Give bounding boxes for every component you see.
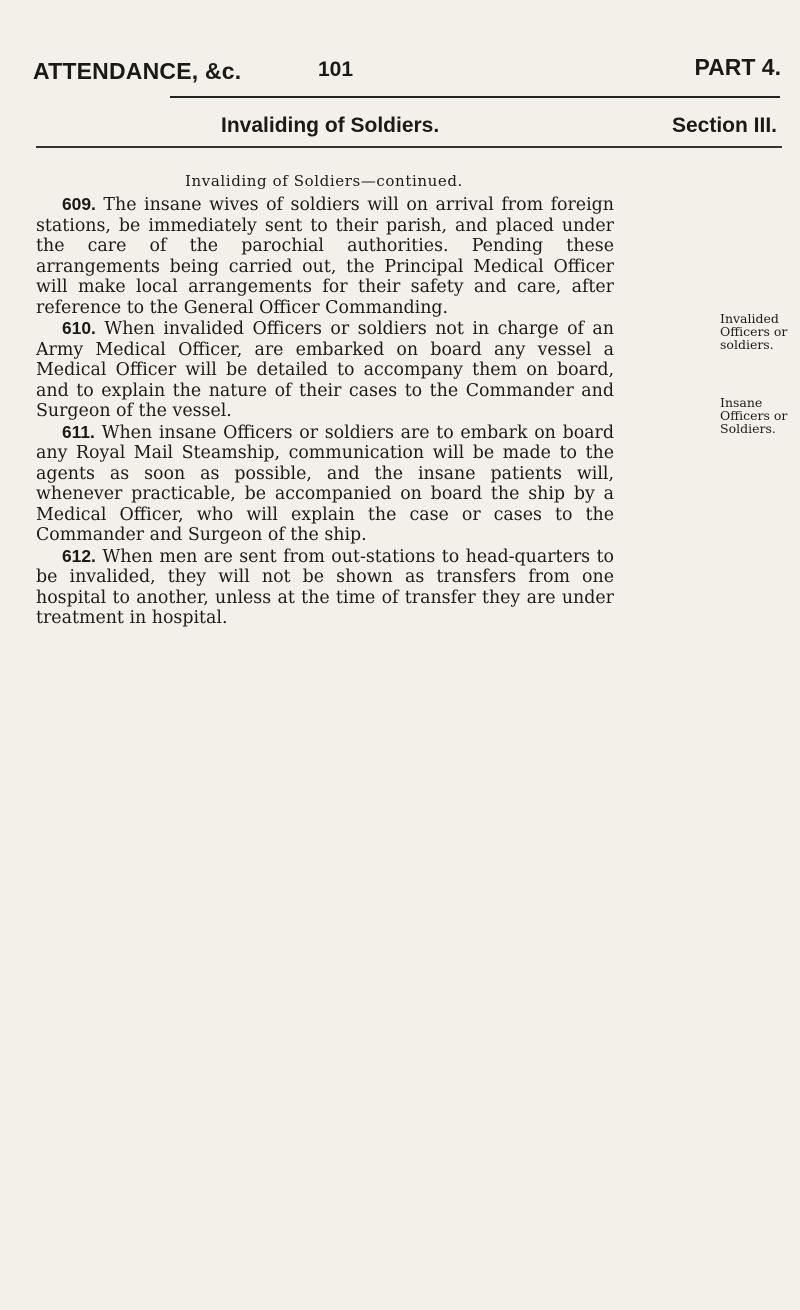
header-chapter-title: ATTENDANCE, &c. xyxy=(33,58,242,84)
running-head: Invaliding of Soldiers—continued. xyxy=(185,172,463,190)
paragraph-611 xyxy=(36,422,614,546)
header-rule xyxy=(170,96,780,98)
paragraph-number: 612. xyxy=(62,545,96,566)
section-label: Section III. xyxy=(671,114,777,137)
body-text xyxy=(36,194,614,629)
sub-header xyxy=(33,106,781,140)
paragraph-number: 609. xyxy=(62,194,96,214)
paragraph-text: When invalided Officers or soldiers not in charge of an Army Medical Officer, are embarked on board any vessel a Medical Officer will be detailed to accompany them on board, and to explain the nature of their cases to the Commander and Surgeon of the vessel. xyxy=(36,319,614,421)
section-title: Invaliding of Soldiers. xyxy=(221,114,440,137)
paragraph-text: When men are sent from out-stations to head-quarters to be invalided, they will not be shown as transfers from one hospital to another, unless at the time of transfer they are under treatment in hospital. xyxy=(36,546,614,628)
margin-note-invalided: Invalided Officers or soldiers. xyxy=(720,311,788,352)
page-number: 101 xyxy=(318,58,354,81)
paragraph-610 xyxy=(36,318,614,422)
paragraph-text: When insane Officers or soldiers are to embark on board any Royal Mail Steamship, communication will be made to the agents as soon as possible, and the insane patients will, whenever practicable, be accompanied on board the ship by a Medical Officer, who will explain the case or cases to the Commander and Surgeon of the ship. xyxy=(36,422,614,545)
paragraph-text: The insane wives of soldiers will on arrival from foreign stations, be immediately sent to their parish, and placed under the care of the parochial authorities. Pending these arrangements being carried out, the Principal Medical Officer will make local arrangements for their safety and care, after reference to the General Officer Commanding. xyxy=(36,195,614,318)
section-rule xyxy=(36,146,782,148)
margin-note-insane: Insane Officers or Soldiers. xyxy=(720,395,788,436)
header-part: PART 4. xyxy=(694,54,781,80)
paragraph-number: 610. xyxy=(62,318,96,338)
page-header xyxy=(33,54,781,98)
paragraph-609 xyxy=(36,194,614,318)
paragraph-612 xyxy=(36,546,614,629)
paragraph-number: 611. xyxy=(62,421,95,442)
